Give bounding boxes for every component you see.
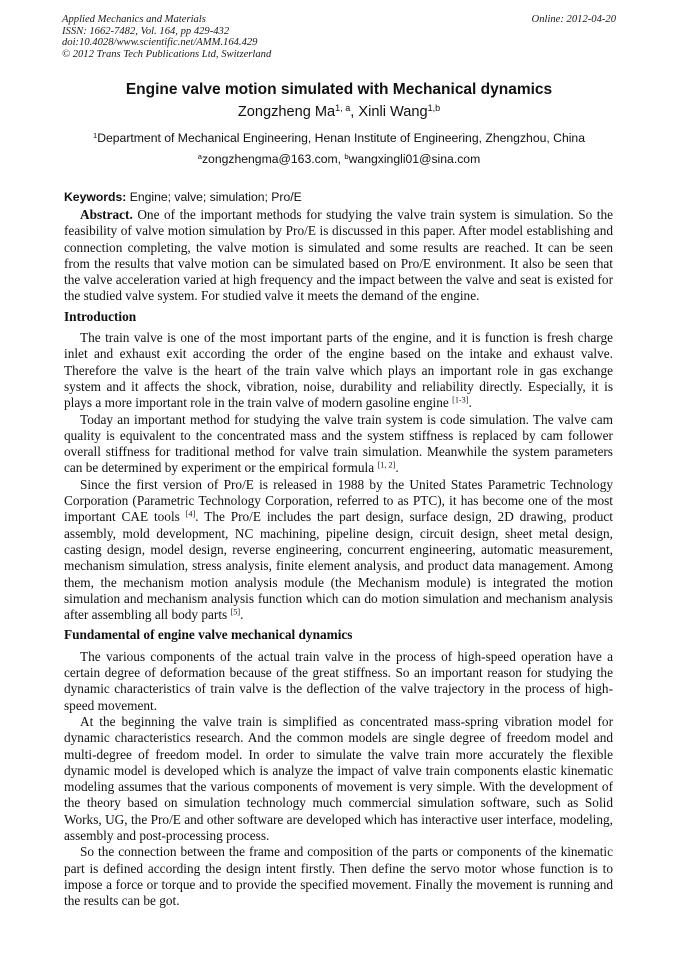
affiliation-text: Department of Mechanical Engineering, Henan Institute of Engineering, Zhengzhou, China <box>97 131 585 145</box>
paragraph-tail: . <box>240 607 244 623</box>
paragraph-text: The train valve is one of the most important parts of the engine, and it is function is fresh charge inlet and exhaust exit according the order of the engine based on the intake and exhaust valve. Therefore the valve is the heart of the train valve which plays an important role in gas exchange system and it affects the shock, vibration, noise, durability and reliability directly. Especially, it is plays a more important role in the train valve of modern gasoline engine <box>64 330 613 411</box>
body-paragraph: At the beginning the valve train is simplified as concentrated mass-spring vibration model for dynamic characteristics research. And the common models are single degree of freedom model and multi-degree of freedom model. In order to simulate the valve train more accurately the flexible dynamic model is developed which is analyze the impact of valve train components elastic kinematic modeling assumes that the various components of movement is very simple. With the development of the theory based on simulation technology much commercial simulation software, such as Solid Works, UG, the Pro/E and other software are developed which has interactive user interface, modeling, assembly and post-processing process. <box>64 713 613 843</box>
keywords <box>64 189 614 205</box>
email-address: zongzhengma@163.com <box>201 152 338 166</box>
abstract-text: One of the important methods for studying the valve train system is simulation. So the feasibility of valve motion simulation by Pro/E is discussed in this paper. After model establishing and connection completing, the valve motion is simulated and some results are reached. It can be seen from the results that valve motion can be simulated based on Pro/E environment. It also be seen that the valve acceleration varied at high frequency and the impact between the valve and seat is existed for the studied valve system. For studied valve it meets the demand of the engine. <box>64 207 613 304</box>
keywords-text: Engine; valve; simulation; Pro/E <box>126 190 302 204</box>
email-separator: , <box>337 152 345 166</box>
paragraph-text: Today an important method for studying the valve train system is code simulation. The valve cam quality is equivalent to the concentrated mass and the system stiffness is replaced by cam follower overall stiffness for traditional method for valve train simulation. Meanwhile the system parameters can be determined by experiment or the empirical formula <box>64 411 613 476</box>
paper-title: Engine valve motion simulated with Mechanical dynamics <box>125 81 553 98</box>
email-superscript: a <box>197 151 202 161</box>
paper-body <box>64 207 613 909</box>
paragraph-text: Since the first version of Pro/E is released in 1988 by the United States Parametric Technology Corporation (Parametric Technology Corporation, referred to as PTC), it has become one of the most important CAE tools <box>64 476 613 525</box>
email-address: wangxingli01@sina.com <box>348 152 481 166</box>
citation: [4] <box>185 509 196 519</box>
body-paragraph: So the connection between the frame and composition of the parts or components of the kinematic part is defined according the design intent firstly. Then define the servo motor whose function is to impose a force or torque and to provide the specified movement. Finally the movement is running and the results can be got. <box>64 844 613 909</box>
section-heading-introduction: Introduction <box>64 308 137 324</box>
online-date: Online: 2012-04-20 <box>531 14 616 25</box>
author-separator: , <box>350 104 359 120</box>
author-list <box>0 102 678 122</box>
author-name: Zongzheng Ma <box>237 104 336 120</box>
author-name: Xinli Wang <box>358 104 428 120</box>
author-superscript: 1, a <box>335 103 351 114</box>
citation: [5] <box>230 607 241 617</box>
citation: [1, 2] <box>377 460 396 470</box>
journal-name: Applied Mechanics and Materials <box>62 14 206 25</box>
body-paragraph <box>64 330 613 411</box>
keywords-label: Keywords: <box>64 190 127 204</box>
section-heading-fundamental: Fundamental of engine valve mechanical dynamics <box>64 627 353 643</box>
citation: [1-3] <box>452 395 469 405</box>
email-list <box>0 151 678 167</box>
issn-line: ISSN: 1662-7482, Vol. 164, pp 429-432 <box>62 25 230 37</box>
paragraph-tail: . <box>395 460 399 476</box>
journal-header <box>62 14 616 60</box>
body-paragraph: The various components of the actual train valve in the process of high-speed operation have a certain degree of deformation because of the great stiffness. So an important reason for studying the dynamic characteristics of train valve is the deflection of the valve trajectory in the process of high-speed movement. <box>64 648 613 713</box>
affiliation <box>0 130 678 146</box>
paragraph-tail: . The Pro/E includes the part design, surface design, 2D drawing, product assembly, mold development, NC machining, pipeline design, circuit design, sheet metal design, casting design, model design, reverse engineering, concurrent engineering, automatic measurement, mechanism simulation, stress analysis, finite element analysis, and product data management. Among them, the mechanism motion analysis module (the Mechanism module) is integrated the motion simulation and mechanism analysis function which can do motion simulation and mechanism analysis after assembling all body parts <box>64 509 613 623</box>
abstract-paragraph <box>64 207 613 305</box>
body-paragraph <box>64 477 613 624</box>
paragraph-tail: . <box>468 395 472 411</box>
copyright-line: © 2012 Trans Tech Publications Ltd, Switzerland <box>62 48 272 60</box>
abstract-label: Abstract. <box>80 207 133 222</box>
affiliation-superscript: 1 <box>92 130 98 140</box>
email-superscript: b <box>344 151 349 161</box>
body-paragraph <box>64 412 613 477</box>
doi-line: doi:10.4028/www.scientific.net/AMM.164.429 <box>62 37 258 49</box>
author-superscript: 1,b <box>427 103 441 114</box>
